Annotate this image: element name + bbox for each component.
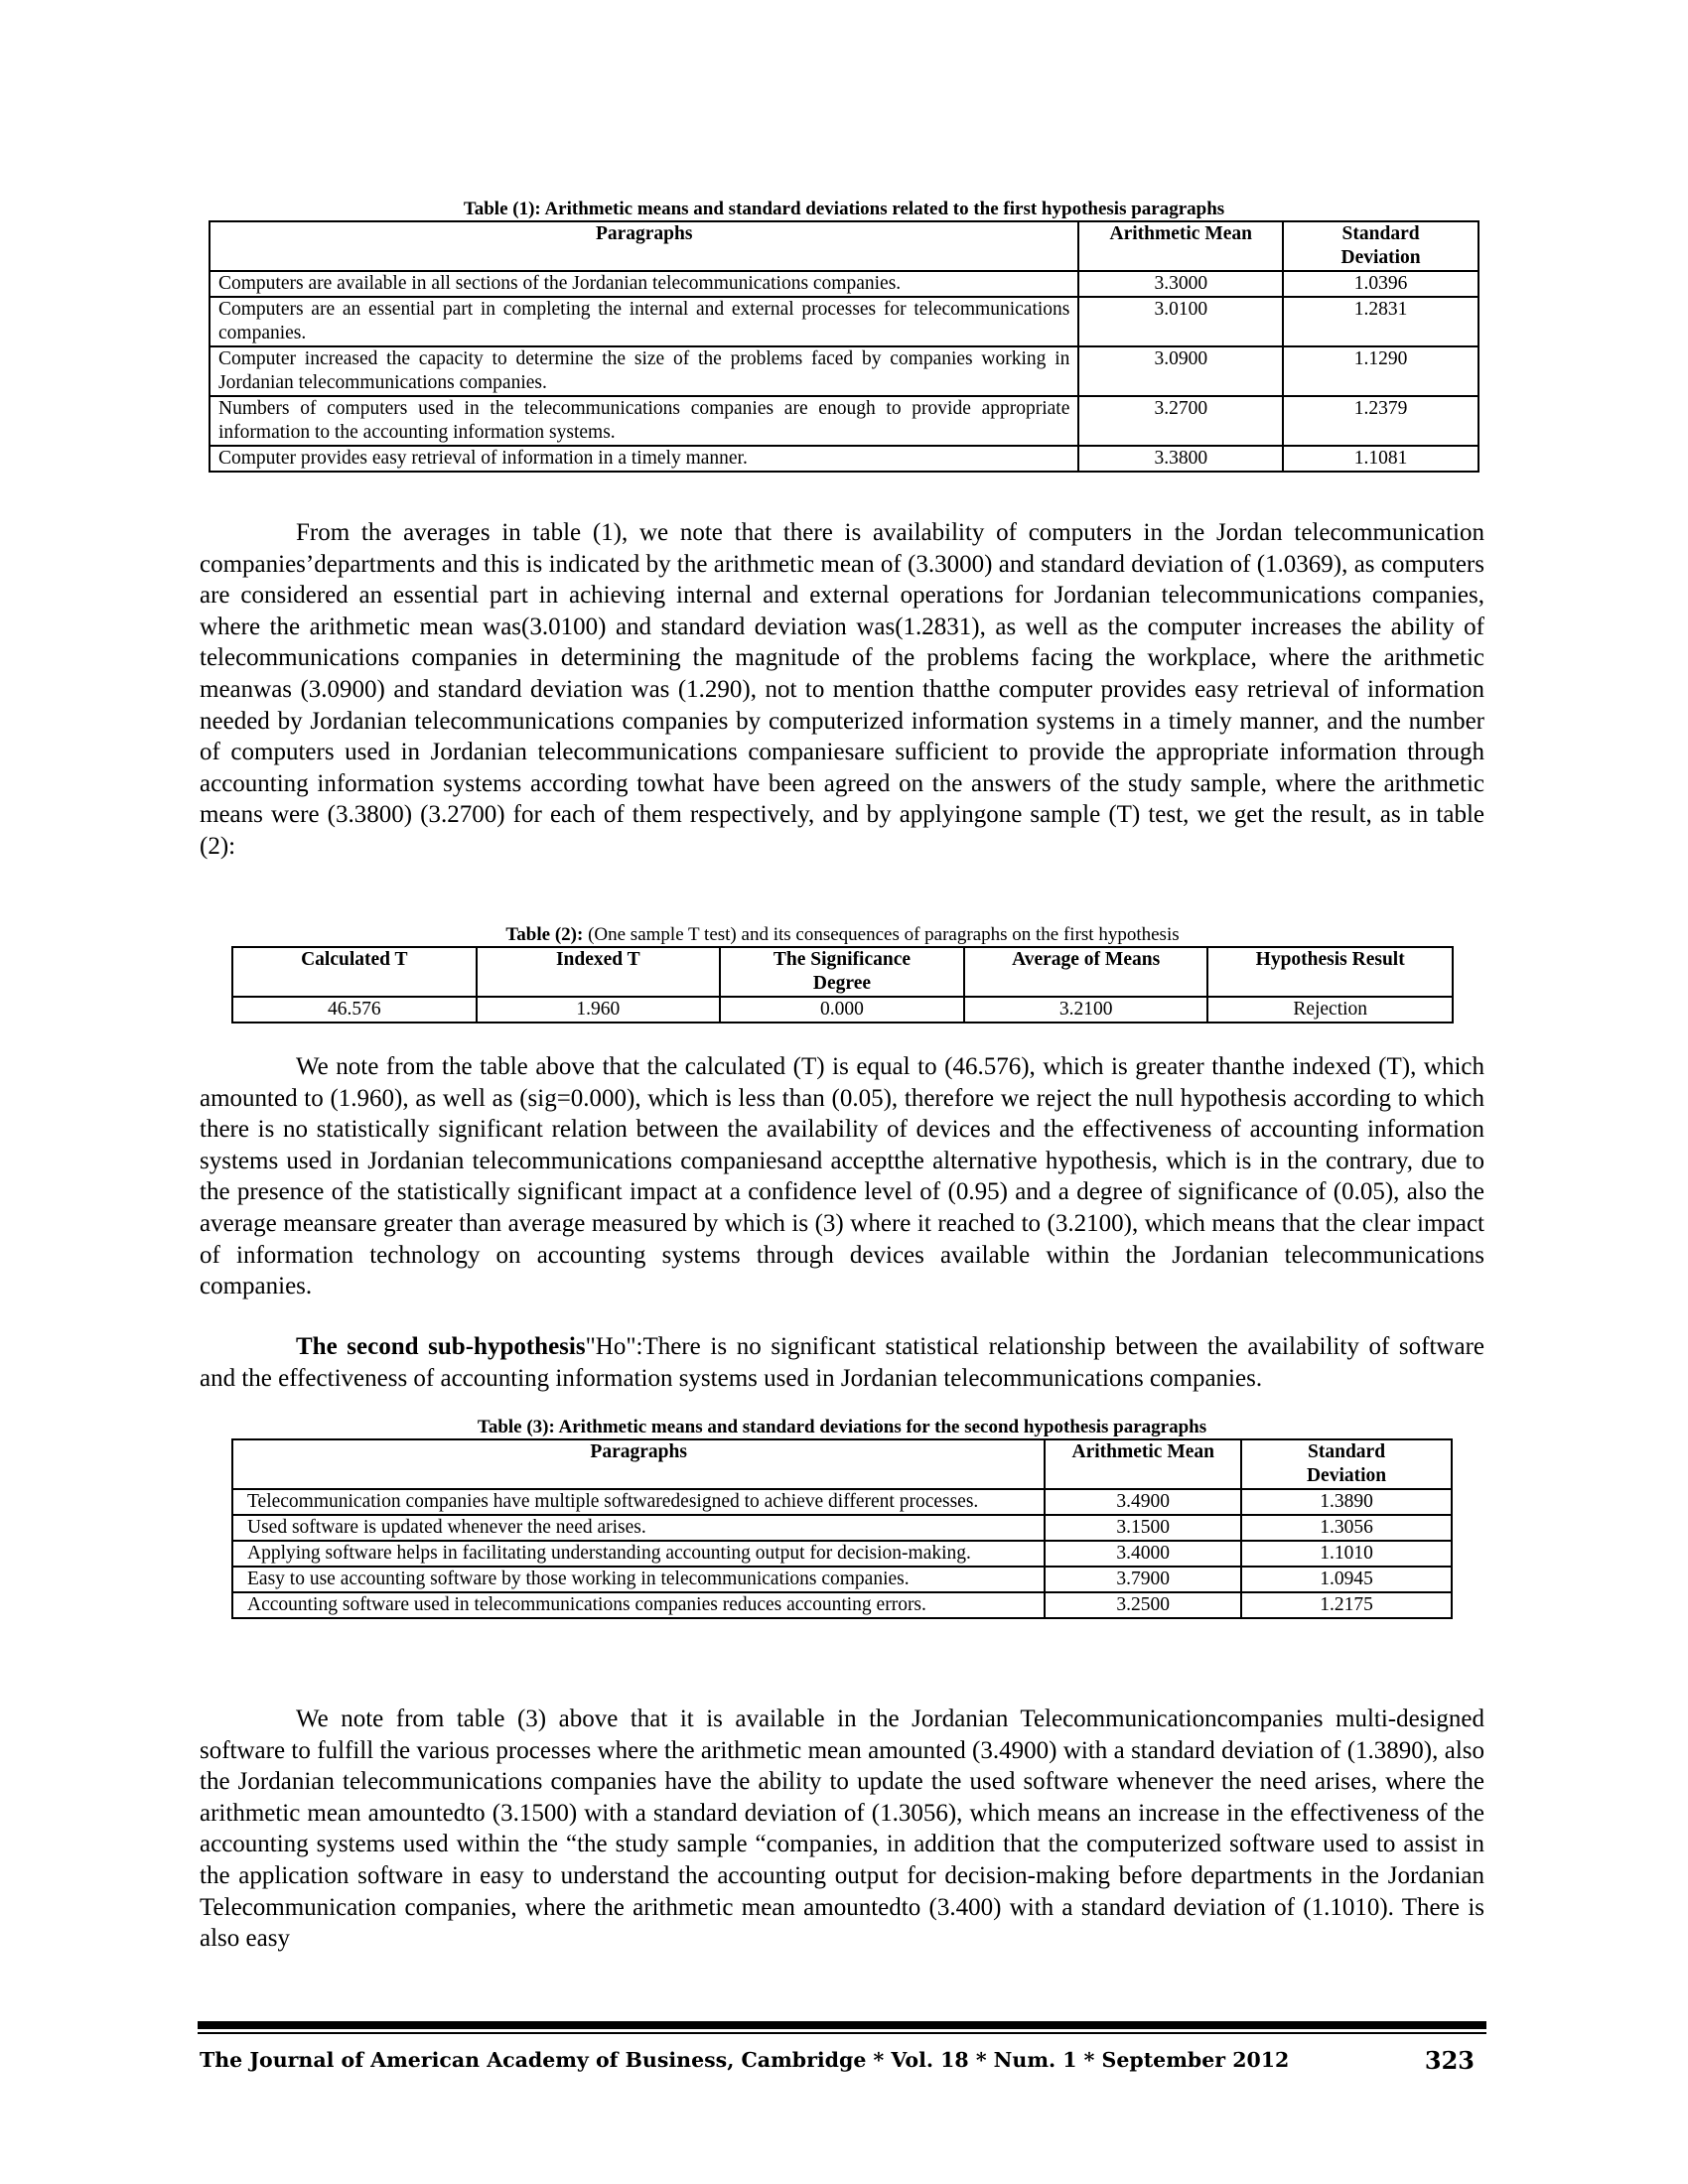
table1-row3-mean: 3.0900 xyxy=(1078,346,1283,396)
table3-row1-sd: 1.3890 xyxy=(1241,1489,1452,1515)
table1-row2-text: Computers are an essential part in completing the internal and external processes for telecommunications companies. xyxy=(210,297,1078,346)
table2-header-result: Hypothesis Result xyxy=(1207,947,1453,997)
table2-header-calculated-t: Calculated T xyxy=(232,947,477,997)
table2-caption: Table (2): (One sample T test) and its consequences of paragraphs on the first hypothesis xyxy=(505,924,1180,945)
table1-row5-text: Computer provides easy retrieval of information in a timely manner. xyxy=(210,446,1078,472)
table3-caption: Table (3): Arithmetic means and standard deviations for the second hypothesis paragraphs xyxy=(477,1417,1207,1437)
sub-hypothesis-heading: The second sub-hypothesis xyxy=(296,1333,586,1360)
table2-result: Rejection xyxy=(1207,997,1453,1023)
table1-row5-sd: 1.1081 xyxy=(1283,446,1478,472)
table3-row5-sd: 1.2175 xyxy=(1241,1592,1452,1618)
footer-rule-thick xyxy=(198,2021,1486,2029)
table2-header-significance: The Significance Degree xyxy=(720,947,964,997)
table2-header-indexed-t: Indexed T xyxy=(477,947,721,997)
table2-header-row xyxy=(232,947,1453,997)
table3-header-sd: Standard Deviation xyxy=(1241,1439,1452,1489)
table-row xyxy=(210,297,1478,346)
table1-row2-mean: 3.0100 xyxy=(1078,297,1283,346)
table3-row1-text: Telecommunication companies have multiple softwaredesigned to achieve different processes. xyxy=(232,1489,1045,1515)
table3-row5-mean: 3.2500 xyxy=(1045,1592,1241,1618)
table3-row4-mean: 3.7900 xyxy=(1045,1567,1241,1592)
body-paragraph-2: We note from the table above that the calculated (T) is equal to (46.576), which is greater thanthe indexed (T), which amounted to (1.960), as well as (sig=0.000), which is less than (0.05), therefore we reject the null hypothesis according to which there is no statistically significant relation between the availability of devices and the effectiveness of accounting information systems used in Jordanian telecommunications companiesand acceptthe alternative hypothesis, which is in the contrary, due to the presence of the statistically significant impact at a confidence level of (0.95) and a degree of significance of (0.05), also the average meansare greater than average measured by which is (3) where it reached to (3.2100), which means that the clear impact of information technology on accounting systems through devices available within the Jordanian telecommunications companies. xyxy=(200,1053,1484,1300)
page-number: 323 xyxy=(1424,2046,1475,2075)
table1-row1-sd: 1.0396 xyxy=(1283,271,1478,297)
table-row xyxy=(232,1541,1452,1567)
table3 xyxy=(231,1438,1453,1619)
table3-row4-sd: 1.0945 xyxy=(1241,1567,1452,1592)
table1-caption: Table (1): Arithmetic means and standard deviations related to the first hypothesis paragraphs xyxy=(463,199,1225,219)
table1-header-mean: Arithmetic Mean xyxy=(1078,221,1283,271)
table3-row4-text: Easy to use accounting software by those working in telecommunications companies. xyxy=(232,1567,1045,1592)
table-row xyxy=(210,271,1478,297)
table1-row3-text: Computer increased the capacity to determine the size of the problems faced by companies working in Jordanian telecommunications companies. xyxy=(210,346,1078,396)
table1-header-paragraphs: Paragraphs xyxy=(210,221,1078,271)
table1-row3-sd: 1.1290 xyxy=(1283,346,1478,396)
table-row xyxy=(232,997,1453,1023)
table1-row5-mean: 3.3800 xyxy=(1078,446,1283,472)
table1-row1-mean: 3.3000 xyxy=(1078,271,1283,297)
table1-row4-sd: 1.2379 xyxy=(1283,396,1478,446)
page-footer xyxy=(200,2046,1484,2078)
table-row xyxy=(232,1567,1452,1592)
table3-row3-mean: 3.4000 xyxy=(1045,1541,1241,1567)
body-paragraph-1: From the averages in table (1), we note that there is availability of computers in the Jordan telecommunication companies’departments and this is indicated by the arithmetic mean of (3.3000) and standard deviation of (1.0369), as computers are considered an essential part in achieving internal and external operations for Jordanian telecommunications companies, where the arithmetic mean was(3.0100) and standard deviation was(1.2831), as well as the computer increases the ability of telecommunications companies in determining the magnitude of the problems facing the workplace, where the arithmetic meanwas (3.0900) and standard deviation was (1.290), not to mention thatthe computer provides easy retrieval of information needed by Jordanian telecommunications companies by computerized information systems in a timely manner, and the number of computers used in Jordanian telecommunications companiesare sufficient to provide the appropriate information through accounting information systems according towhat have been agreed on the answers of the study sample, where the arithmetic means were (3.3800) (3.2700) for each of them respectively, and by applyingone sample (T) test, we get the result, as in table (2): xyxy=(200,519,1484,860)
table1-row1-text: Computers are available in all sections of the Jordanian telecommunications companies. xyxy=(210,271,1078,297)
table-row xyxy=(210,346,1478,396)
body-paragraph-4: We note from table (3) above that it is available in the Jordanian Telecommunicationcompanies multi-designed software to fulfill the various processes where the arithmetic mean amounted (3.4900) with a standard deviation of (1.3890), also the Jordanian telecommunications companies have the ability to update the used software whenever the need arises, where the arithmetic mean amountedto (3.1500) with a standard deviation of (1.3056), which means an increase in the effectiveness of the accounting systems used within the “the study sample “companies, in addition that the computerized software used to assist in the application software in easy to understand the accounting output for decision-making before departments in the Jordanian Telecommunication companies, where the arithmetic mean amountedto (3.400) with a standard deviation of (1.1010). There is also easy xyxy=(200,1706,1484,1953)
table2-calculated-t: 46.576 xyxy=(232,997,477,1023)
table1-header-sd: Standard Deviation xyxy=(1283,221,1478,271)
sub-hypothesis-text: "Ho":There is no significant statistical relationship between the availability of software and the effectiveness of accounting information systems used in Jordanian telecommunications companies. xyxy=(200,1333,1484,1392)
table3-header-paragraphs: Paragraphs xyxy=(232,1439,1045,1489)
table1-row2-sd: 1.2831 xyxy=(1283,297,1478,346)
table3-row1-mean: 3.4900 xyxy=(1045,1489,1241,1515)
table2-indexed-t: 1.960 xyxy=(477,997,721,1023)
table3-row5-text: Accounting software used in telecommunications companies reduces accounting errors. xyxy=(232,1592,1045,1618)
table3-row3-sd: 1.1010 xyxy=(1241,1541,1452,1567)
table3-row2-mean: 3.1500 xyxy=(1045,1515,1241,1541)
table1-header-row xyxy=(210,221,1478,271)
table3-row2-text: Used software is updated whenever the need arises. xyxy=(232,1515,1045,1541)
table2-significance: 0.000 xyxy=(720,997,964,1023)
table-row xyxy=(232,1592,1452,1618)
table2 xyxy=(231,946,1454,1024)
table-row xyxy=(232,1489,1452,1515)
table3-header-mean: Arithmetic Mean xyxy=(1045,1439,1241,1489)
table3-row2-sd: 1.3056 xyxy=(1241,1515,1452,1541)
table1-row4-text: Numbers of computers used in the telecommunications companies are enough to provide appropriate information to the accounting information systems. xyxy=(210,396,1078,446)
table-row xyxy=(210,446,1478,472)
body-paragraph-3 xyxy=(200,1331,1484,1394)
table-row xyxy=(232,1515,1452,1541)
table3-header-row xyxy=(232,1439,1452,1489)
footer-rule-thin xyxy=(198,2032,1486,2034)
journal-title: The Journal of American Academy of Business, Cambridge * Vol. 18 * Num. 1 * September 2012 xyxy=(200,2048,1290,2072)
table-row xyxy=(210,396,1478,446)
table2-header-average: Average of Means xyxy=(964,947,1208,997)
table3-row3-text: Applying software helps in facilitating understanding accounting output for decision-making. xyxy=(232,1541,1045,1567)
table1-row4-mean: 3.2700 xyxy=(1078,396,1283,446)
table2-average: 3.2100 xyxy=(964,997,1208,1023)
table1 xyxy=(209,220,1479,473)
